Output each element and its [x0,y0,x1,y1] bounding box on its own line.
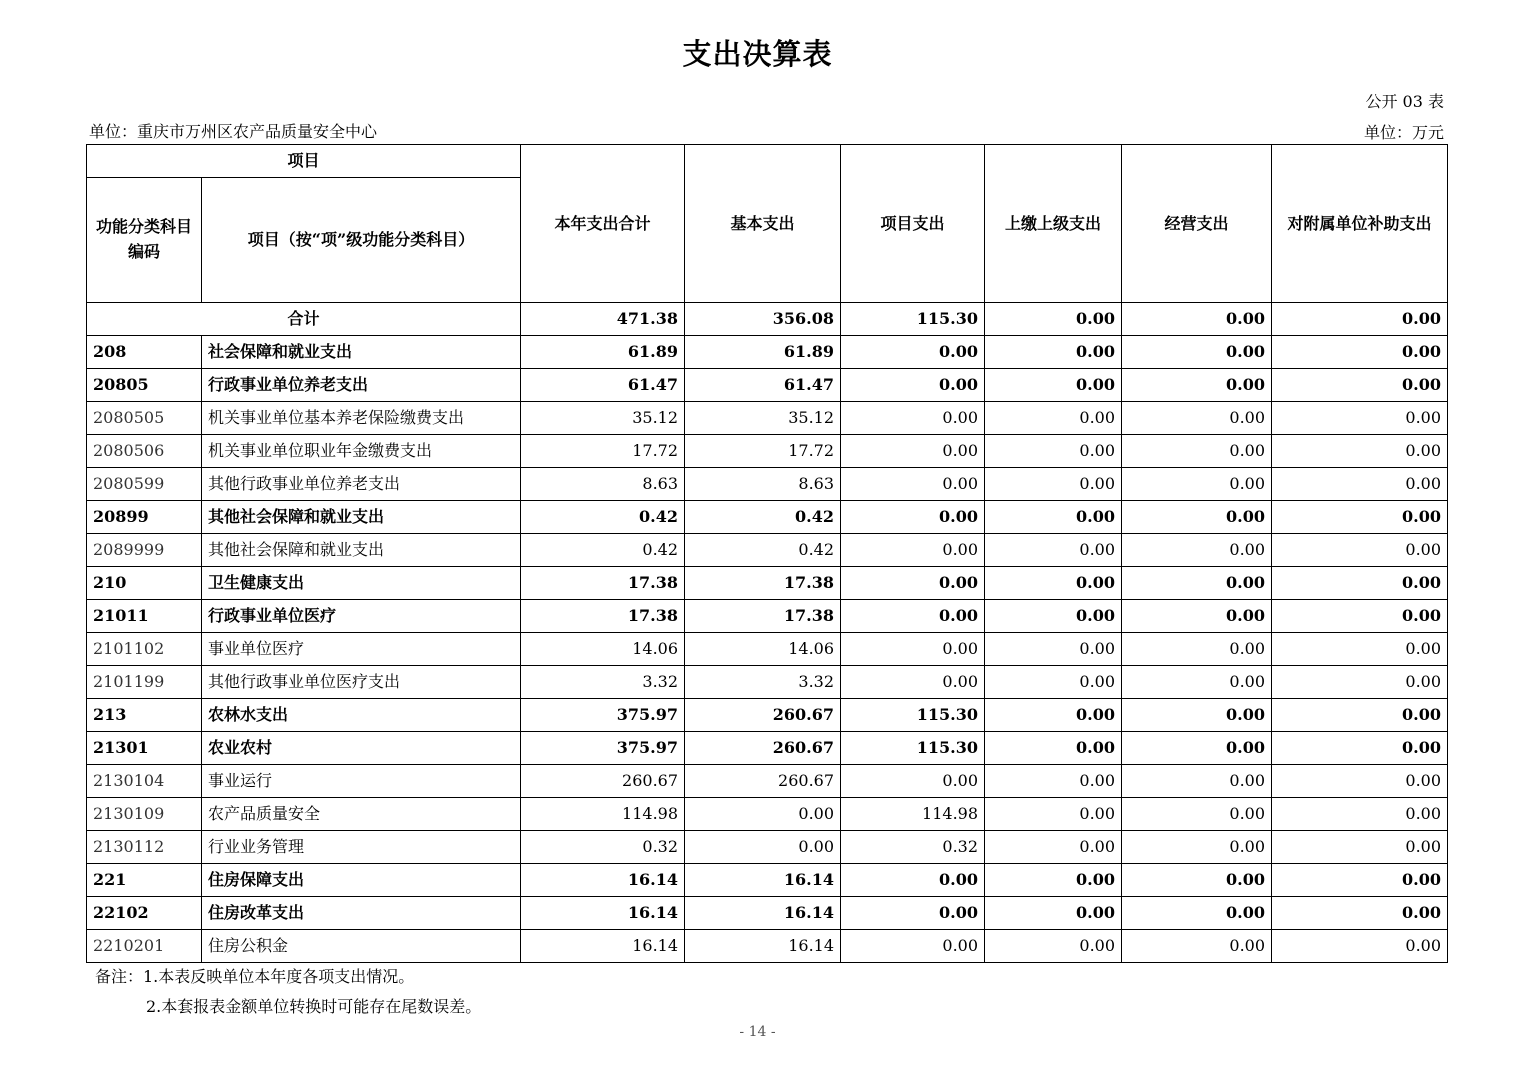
table-row [87,435,1448,468]
row-value: 0.00 [1122,798,1272,831]
table-row [87,798,1448,831]
table-row [87,600,1448,633]
row-value: 0.00 [1122,534,1272,567]
row-value: 17.38 [685,600,841,633]
row-name: 住房公积金 [202,930,521,963]
total-value: 0.00 [985,303,1122,336]
row-value: 0.00 [841,567,985,600]
row-value: 8.63 [685,468,841,501]
row-code: 2080599 [87,468,202,501]
row-value: 8.63 [521,468,685,501]
row-value: 0.00 [1122,468,1272,501]
row-code: 221 [87,864,202,897]
table-body [87,303,1448,963]
row-value: 0.00 [985,369,1122,402]
row-value: 0.00 [1272,798,1448,831]
row-name: 事业运行 [202,765,521,798]
row-value: 16.14 [521,897,685,930]
row-name: 其他行政事业单位养老支出 [202,468,521,501]
row-value: 114.98 [521,798,685,831]
page-title: 支出决算表 [682,37,833,71]
row-value: 3.32 [685,666,841,699]
row-value: 0.00 [685,831,841,864]
row-value: 0.00 [1122,600,1272,633]
footnote-1: 备注：1.本表反映单位本年度各项支出情况。 [95,967,415,986]
row-name: 农产品质量安全 [202,798,521,831]
table-row [87,831,1448,864]
row-value: 0.00 [985,468,1122,501]
row-value: 0.00 [985,402,1122,435]
row-value: 0.00 [1272,600,1448,633]
row-value: 375.97 [521,732,685,765]
row-value: 0.00 [985,336,1122,369]
row-value: 0.00 [985,798,1122,831]
row-value: 3.32 [521,666,685,699]
row-name: 住房保障支出 [202,864,521,897]
row-value: 0.00 [841,600,985,633]
row-value: 0.00 [841,765,985,798]
row-value: 0.00 [1122,501,1272,534]
total-value: 356.08 [685,303,841,336]
row-name: 其他社会保障和就业支出 [202,534,521,567]
row-value: 17.72 [521,435,685,468]
header-upper: 上缴上级支出 [985,145,1122,303]
row-value: 0.00 [985,666,1122,699]
total-label: 合计 [87,303,521,336]
footnotes [95,966,481,1026]
table-row [87,567,1448,600]
row-value: 0.42 [685,501,841,534]
row-value: 0.00 [985,501,1122,534]
row-value: 0.00 [841,864,985,897]
row-value: 115.30 [841,732,985,765]
row-value: 0.00 [985,897,1122,930]
row-value: 61.89 [521,336,685,369]
row-value: 0.00 [1272,897,1448,930]
table-row [87,468,1448,501]
row-value: 16.14 [521,864,685,897]
row-value: 17.38 [685,567,841,600]
total-value: 471.38 [521,303,685,336]
table-row [87,402,1448,435]
table-row [87,930,1448,963]
row-value: 0.00 [1122,435,1272,468]
form-number: 公开 03 表 [1365,92,1444,111]
reporting-unit: 单位：重庆市万州区农产品质量安全中心 [89,122,378,141]
row-value: 0.00 [1272,930,1448,963]
row-value: 0.00 [685,798,841,831]
row-name: 住房改革支出 [202,897,521,930]
total-value: 0.00 [1122,303,1272,336]
row-value: 35.12 [521,402,685,435]
row-value: 0.00 [841,336,985,369]
row-name: 机关事业单位基本养老保险缴费支出 [202,402,521,435]
row-code: 2130112 [87,831,202,864]
row-value: 0.00 [1122,336,1272,369]
table-row [87,534,1448,567]
row-name: 其他社会保障和就业支出 [202,501,521,534]
row-value: 0.00 [1122,831,1272,864]
row-value: 0.00 [1122,930,1272,963]
row-code: 21301 [87,732,202,765]
table-row [87,633,1448,666]
row-code: 2080505 [87,402,202,435]
row-value: 114.98 [841,798,985,831]
row-value: 0.42 [685,534,841,567]
row-code: 22102 [87,897,202,930]
row-value: 16.14 [685,897,841,930]
header-item-group: 项目 [87,145,521,178]
header-subsidy: 对附属单位补助支出 [1272,145,1448,303]
row-name: 机关事业单位职业年金缴费支出 [202,435,521,468]
expenditure-table [86,144,1448,963]
row-value: 35.12 [685,402,841,435]
row-value: 0.42 [521,501,685,534]
total-row [87,303,1448,336]
row-value: 0.00 [1122,765,1272,798]
row-code: 2101102 [87,633,202,666]
row-value: 0.00 [841,402,985,435]
row-value: 17.38 [521,567,685,600]
row-code: 2080506 [87,435,202,468]
row-value: 0.00 [985,930,1122,963]
row-value: 0.00 [1272,534,1448,567]
row-value: 0.00 [1122,666,1272,699]
row-code: 2101199 [87,666,202,699]
table-row [87,732,1448,765]
row-code: 213 [87,699,202,732]
header-project: 项目支出 [841,145,985,303]
row-value: 0.00 [1272,336,1448,369]
row-code: 210 [87,567,202,600]
row-value: 0.00 [985,732,1122,765]
row-code: 21011 [87,600,202,633]
page-number: - 14 - [739,1024,776,1040]
total-value: 115.30 [841,303,985,336]
row-value: 0.00 [1272,633,1448,666]
row-value: 0.32 [841,831,985,864]
row-value: 0.00 [1272,435,1448,468]
footnote-2: 2.本套报表金额单位转换时可能存在尾数误差。 [146,997,482,1016]
row-value: 0.00 [985,864,1122,897]
row-value: 115.30 [841,699,985,732]
row-value: 0.00 [841,435,985,468]
row-value: 0.00 [985,600,1122,633]
row-name: 农业农村 [202,732,521,765]
row-code: 2089999 [87,534,202,567]
row-name: 行政事业单位医疗 [202,600,521,633]
row-value: 61.89 [685,336,841,369]
row-value: 0.00 [841,633,985,666]
header-total: 本年支出合计 [521,145,685,303]
row-value: 375.97 [521,699,685,732]
row-value: 0.00 [841,930,985,963]
row-name: 其他行政事业单位医疗支出 [202,666,521,699]
row-value: 0.00 [1272,765,1448,798]
row-code: 20805 [87,369,202,402]
row-value: 0.00 [1272,369,1448,402]
header-code: 功能分类科目编码 [87,178,202,303]
row-value: 14.06 [685,633,841,666]
row-value: 0.00 [1272,501,1448,534]
row-value: 16.14 [521,930,685,963]
table-row [87,897,1448,930]
row-value: 0.00 [841,534,985,567]
row-value: 0.00 [1272,831,1448,864]
row-value: 0.42 [521,534,685,567]
table-row [87,699,1448,732]
row-value: 0.00 [1122,567,1272,600]
row-value: 16.14 [685,864,841,897]
row-value: 0.00 [985,567,1122,600]
row-name: 农林水支出 [202,699,521,732]
row-name: 社会保障和就业支出 [202,336,521,369]
row-value: 0.00 [841,501,985,534]
row-value: 16.14 [685,930,841,963]
row-value: 0.00 [1272,402,1448,435]
row-value: 0.00 [1122,732,1272,765]
row-value: 0.00 [1272,699,1448,732]
row-value: 0.00 [1122,864,1272,897]
row-value: 260.67 [685,765,841,798]
total-value: 0.00 [1272,303,1448,336]
row-code: 20899 [87,501,202,534]
row-value: 0.00 [985,633,1122,666]
table-row [87,666,1448,699]
row-value: 0.00 [1122,897,1272,930]
table-row [87,864,1448,897]
row-value: 0.00 [985,765,1122,798]
header-business: 经营支出 [1122,145,1272,303]
row-value: 0.00 [841,369,985,402]
row-value: 0.00 [1272,864,1448,897]
row-name: 行政事业单位养老支出 [202,369,521,402]
row-value: 0.00 [1272,567,1448,600]
row-value: 17.38 [521,600,685,633]
table-row [87,369,1448,402]
header-basic: 基本支出 [685,145,841,303]
row-value: 0.00 [985,435,1122,468]
row-value: 0.00 [985,831,1122,864]
row-value: 0.00 [1272,666,1448,699]
row-value: 0.00 [1272,468,1448,501]
row-value: 0.00 [1272,732,1448,765]
row-value: 0.00 [841,666,985,699]
row-code: 2130109 [87,798,202,831]
row-value: 61.47 [685,369,841,402]
row-value: 0.32 [521,831,685,864]
row-value: 61.47 [521,369,685,402]
table-row [87,765,1448,798]
row-code: 208 [87,336,202,369]
row-code: 2210201 [87,930,202,963]
table-row [87,336,1448,369]
row-name: 行业业务管理 [202,831,521,864]
row-value: 0.00 [985,534,1122,567]
row-value: 17.72 [685,435,841,468]
row-value: 0.00 [841,897,985,930]
row-value: 260.67 [685,699,841,732]
row-value: 14.06 [521,633,685,666]
row-code: 2130104 [87,765,202,798]
row-value: 260.67 [685,732,841,765]
header-name: 项目（按“项”级功能分类科目） [202,178,521,303]
row-value: 0.00 [1122,369,1272,402]
row-value: 0.00 [985,699,1122,732]
row-name: 卫生健康支出 [202,567,521,600]
row-name: 事业单位医疗 [202,633,521,666]
row-value: 0.00 [1122,699,1272,732]
currency-unit: 单位：万元 [1363,123,1444,142]
row-value: 0.00 [1122,633,1272,666]
table-row [87,501,1448,534]
row-value: 260.67 [521,765,685,798]
row-value: 0.00 [1122,402,1272,435]
row-value: 0.00 [841,468,985,501]
